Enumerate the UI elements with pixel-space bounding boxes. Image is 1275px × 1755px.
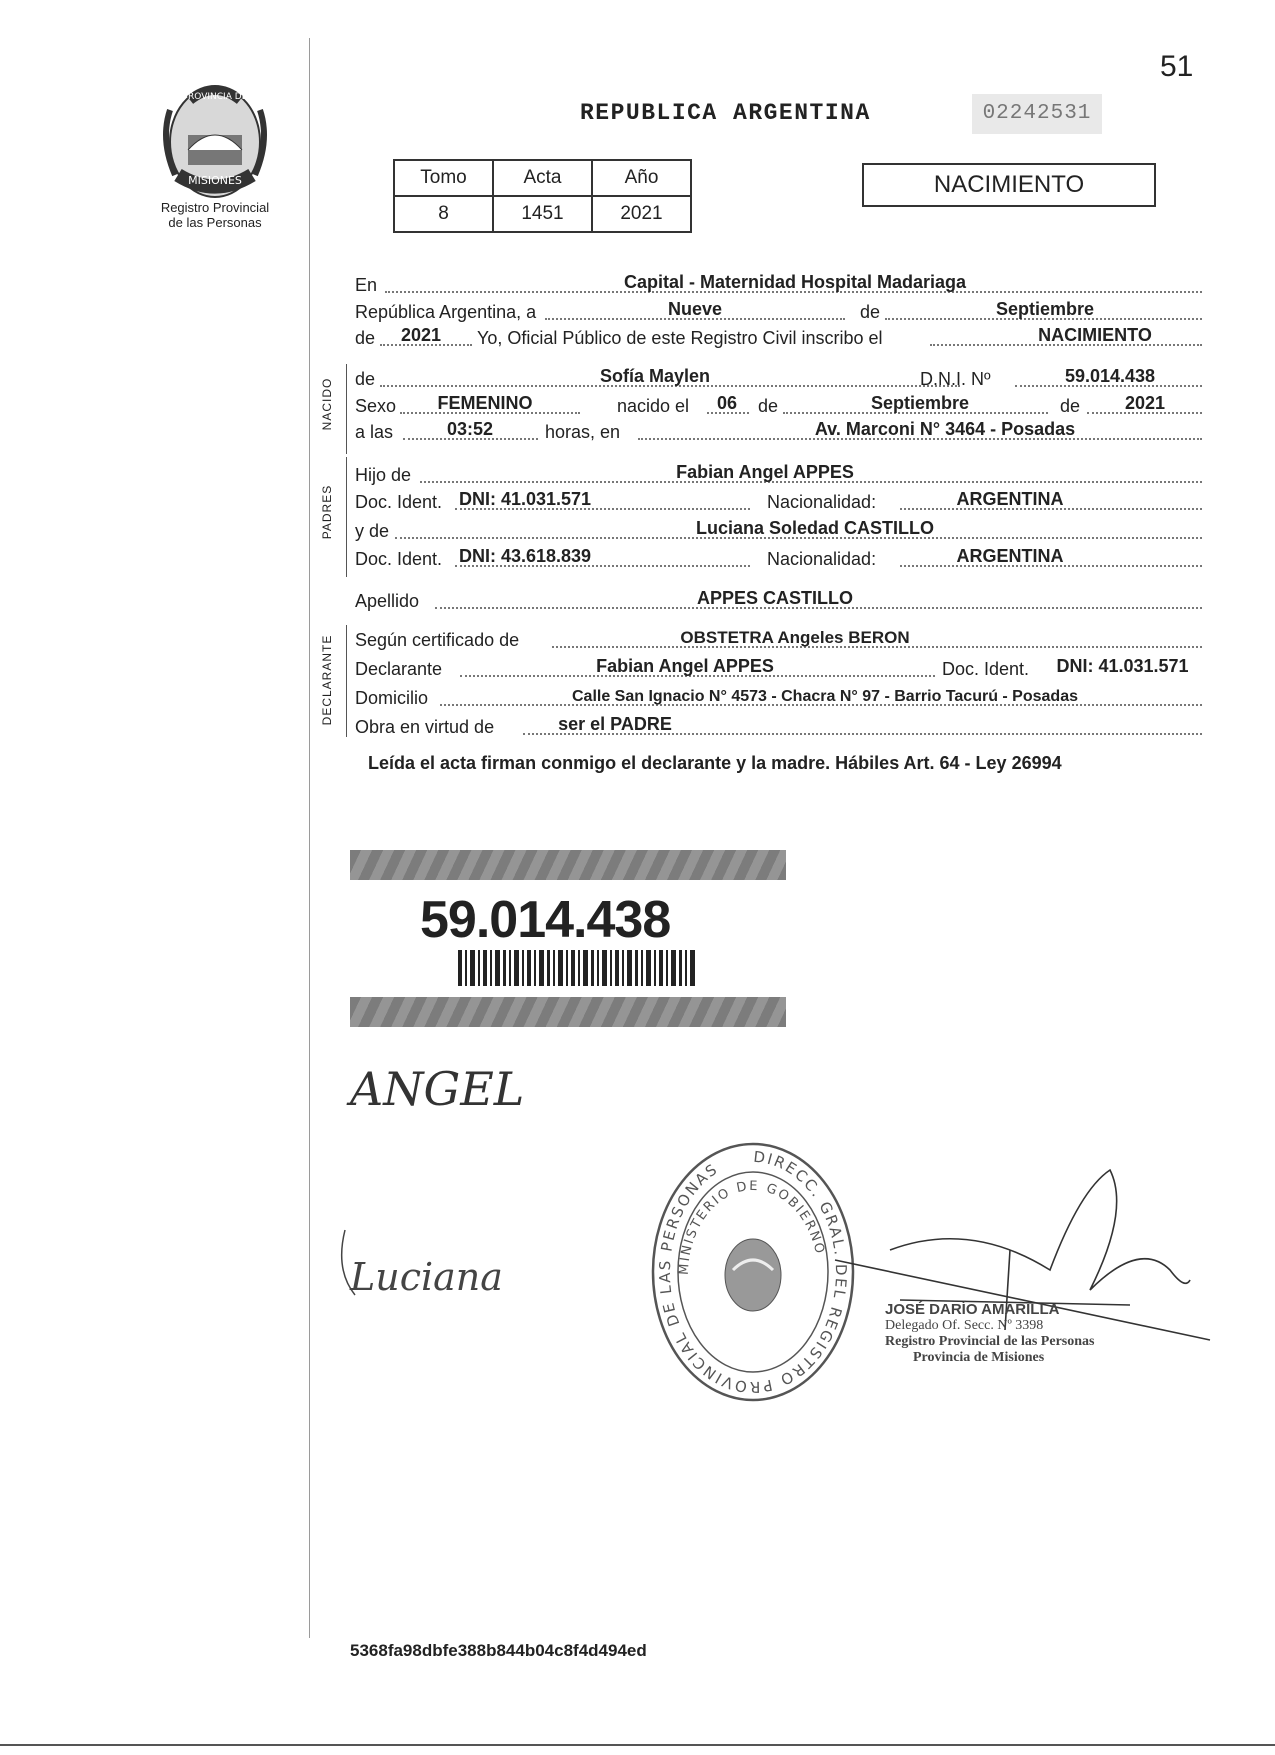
field-madre-nac: ARGENTINA [956,546,1064,566]
field-anio-nac: 2021 [1124,393,1166,413]
field-virtud: ser el PADRE [558,714,672,734]
svg-text:ANGEL: ANGEL [350,1062,525,1116]
field-mes-nac: Septiembre [870,393,970,413]
field-declarante: Fabian Angel APPES [596,656,774,676]
row-nombre: de Sofía Maylen D.N.I. Nº 59.014.438 [355,364,1202,390]
row-sexo-fecha: Sexo FEMENINO nacido el 06 de Septiembre de 2021 [355,391,1202,417]
registry-header: Año [592,160,691,196]
section-padres: PADRES [320,484,334,540]
serial-number: 02242531 [972,94,1102,134]
row-padre: Hijo de Fabian Angel APPES [355,460,1202,486]
security-band-bottom [350,997,786,1027]
row-padre-doc: Doc. Ident. DNI: 41.031.571 Nacionalidad: ARGENTINA [355,487,1202,513]
field-domicilio-decl: Calle San Ignacio N° 4573 - Chacra N° 97 - Barrio Tacurú - Posadas [571,688,1078,705]
svg-text:PROVINCIA DE: PROVINCIA DE [182,92,248,102]
field-dia-letras: Nueve [667,299,723,319]
registry-value: 1451 [493,196,592,232]
field-padre-doc: DNI: 41.031.571 [458,489,592,509]
row-inscripcion: de 2021 Yo, Oficial Público de este Registro Civil inscribo el NACIMIENTO [355,323,1202,349]
row-declarante: Declarante Fabian Angel APPES Doc. Ident. DNI: 41.031.571 [355,654,1202,680]
svg-text:DIRECC. GRAL. DEL REGISTRO PRO: DIRECC. GRAL. DEL REGISTRO PROVINCIAL DE LAS PERSONAS [655,1147,851,1397]
row-lugar: En Capital - Maternidad Hospital Madariaga [355,270,1202,296]
field-padre-nac: ARGENTINA [956,489,1064,509]
page-number: 51 [1160,50,1194,83]
field-mes-letras: Septiembre [995,299,1095,319]
dni-banner-number: 59.014.438 [420,891,671,949]
registry-value: 2021 [592,196,691,232]
row-madre-doc: Doc. Ident. DNI: 43.618.839 Nacionalidad: ARGENTINA [355,544,1202,570]
registry-header: Acta [493,160,592,196]
registry-table [393,159,692,233]
section-declarante: DECLARANTE [320,634,334,726]
row-virtud: Obra en virtud de ser el PADRE [355,712,1202,738]
security-band-top [350,850,786,880]
country-title: REPUBLICA ARGENTINA [580,100,871,126]
registry-header: Tomo [394,160,493,196]
field-inscripcion: NACIMIENTO [1038,325,1152,345]
field-anio: 2021 [400,325,442,345]
svg-text:MINISTERIO DE GOBIERNO: MINISTERIO DE GOBIERNO [676,1178,828,1276]
page-bottom-rule [0,1744,1275,1746]
row-fecha-letras: República Argentina, a Nueve de Septiembre [355,297,1202,323]
margin-line [309,38,310,1638]
father-signature [345,1050,525,1120]
closing-statement: Leída el acta firman conmigo el declarante y la madre. Hábiles Art. 64 - Ley 26994 [368,753,1062,773]
institution-name: Registro Provincial de las Personas [160,200,270,230]
field-lugar: Capital - Maternidad Hospital Madariaga [623,272,967,292]
field-madre-doc: DNI: 43.618.839 [458,546,592,566]
field-sexo: FEMENINO [437,393,533,413]
field-madre: Luciana Soledad CASTILLO [695,518,935,538]
field-padre: Fabian Angel APPES [676,462,854,482]
field-domicilio-nac: Av. Marconi N° 3464 - Posadas [814,419,1076,439]
registry-value: 8 [394,196,493,232]
field-nombre: Sofía Maylen [599,366,711,386]
document-hash: 5368fa98dbfe388b844b04c8f4d494ed [350,1641,647,1660]
field-dni: 59.014.438 [1064,366,1156,386]
row-certificado: Según certificado de OBSTETRA Angeles BERON [355,625,1202,651]
field-dia-nac: 06 [716,393,738,413]
row-madre: y de Luciana Soledad CASTILLO [355,516,1202,542]
svg-text:MISIONES: MISIONES [188,174,242,187]
svg-text:Luciana: Luciana [350,1255,503,1299]
mother-signature [330,1220,560,1310]
field-hora: 03:52 [446,419,494,439]
field-apellido: APPES CASTILLO [696,588,853,608]
record-type-box: NACIMIENTO [862,163,1156,207]
signatory-block: JOSÉ DARÍO AMARILLA Delegado Of. Secc. Nº 3398 Registro Provincial de las Personas Provincia de Misiones [885,1301,1095,1365]
field-certificado: OBSTETRA Angeles BERON [680,628,910,647]
barcode-icon [458,950,698,986]
row-hora-lugar: a las 03:52 horas, en Av. Marconi N° 3464 - Posadas [355,417,1202,443]
misiones-coat-of-arms-icon [150,80,280,200]
field-declarante-doc: DNI: 41.031.571 [1056,656,1189,676]
row-apellido: Apellido APPES CASTILLO [355,586,1202,612]
row-domicilio: Domicilio Calle San Ignacio N° 4573 - Chacra N° 97 - Barrio Tacurú - Posadas [355,683,1202,709]
official-seal [648,1140,858,1405]
section-nacido: NACIDO [320,377,334,431]
